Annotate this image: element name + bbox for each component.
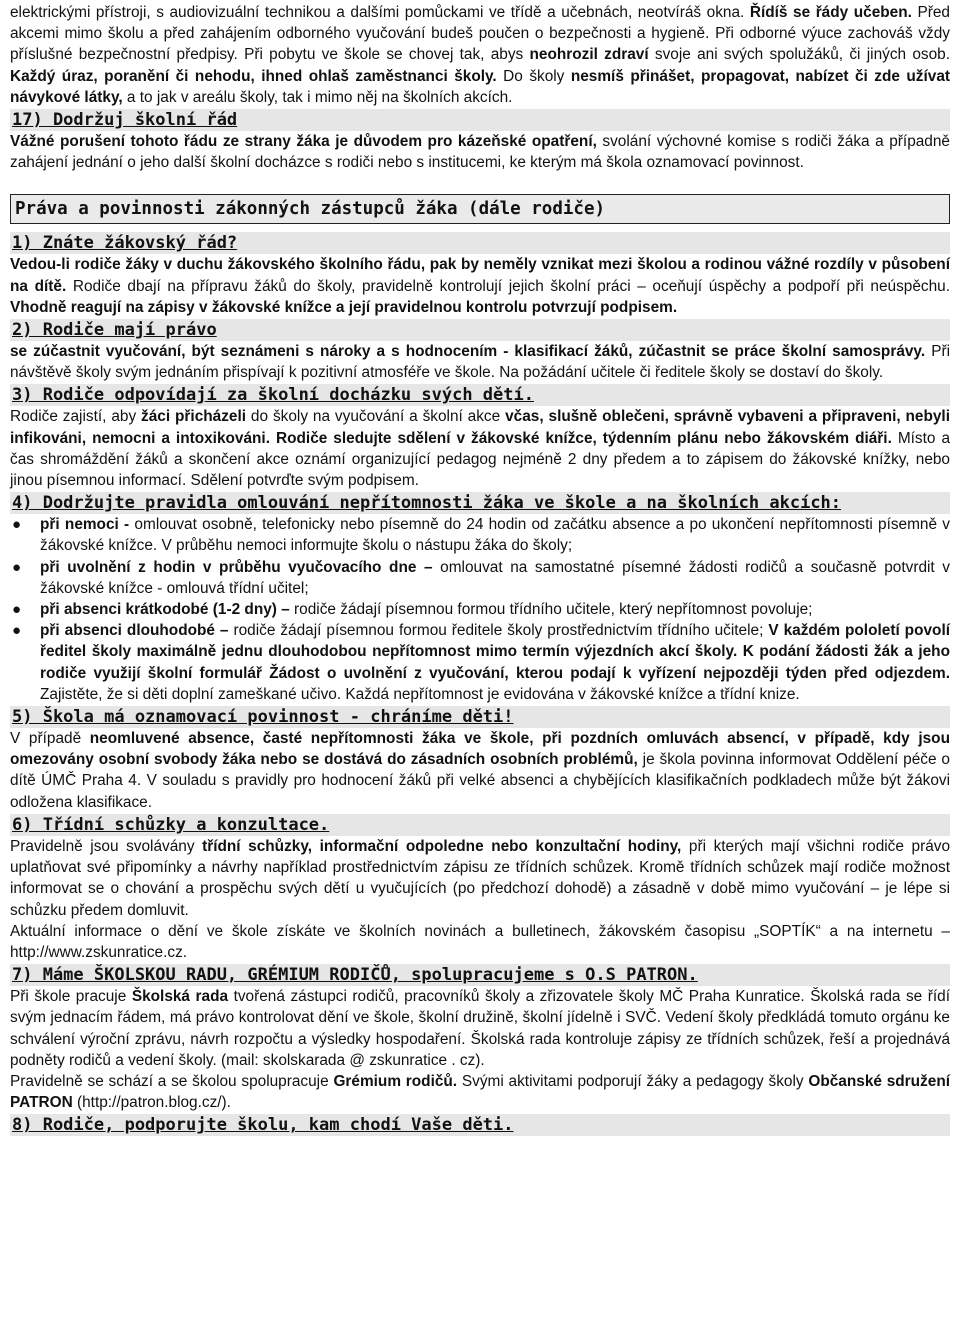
section-17-heading: 17) Dodržuj školní řád [10, 109, 950, 131]
list-item: ● při nemoci - omlouvat osobně, telefonicky nebo písemně do 24 hodin od začátku absence a po ukončení nepřítomnosti písemně v žákovské knížce. V průběhu nemoci informujte školu o nástupu žáka do školy; [12, 516, 950, 555]
intro-paragraph: elektrickými přístroji, s audiovizuální technikou a dalšími pomůckami ve třídě a učebnách, neotvíráš okna. Řídíš se řády učeben. Před akcemi mimo školu a před zahájením odborného vyučování budeš poučen o bezpečnosti a hygieně. Při odborné výuce zachováš vždy příslušné bezpečnostní předpisy. Při pobytu ve škole se chovej tak, abys neohrozil zdraví svoje ani svých spolužáků, či jiných osob. Každý úraz, poranění či nehodu, ihned ohlaš zaměstnanci školy. Do školy nesmíš přinášet, propagovat, nabízet či zde užívat návykové látky, a to jak v areálu školy, tak i mimo něj na školních akcích. [10, 4, 951, 106]
rights-7-text: Při škole pracuje Školská rada tvořená zástupci rodičů, pracovníků školy a zřizovatele školy MČ Praha Kunratice. Školská rada se řídí svým jednacím řádem, má právo kontrolovat dění ve škole, školní družině, školní jídelně i SVČ. Vedení školy předkládá tomuto orgánu ke schválení výroční zprávu, návrh rozpočtu a výsledky hospodaření. Školská rada kontroluje zápisy ze třídních schůzek, řeší a projednává podněty rodičů a vedení školy. (mail: skolskarada @ zskunratice . cz). [10, 988, 951, 1069]
rights-8-heading: 8) Rodiče, podporujte školu, kam chodí Vaše děti. [10, 1114, 950, 1136]
bullet-icon: ● [12, 558, 22, 576]
section-17-text: Vážné porušení tohoto řádu ze strany žáka je důvodem pro kázeňské opatření, svolání výchovné komise s rodiči žáka a případně zahájení jednání o jeho další školní docházce s rodiči nebo s institucemi, ke kterým má škola oznamovací povinnost. [10, 133, 950, 172]
rights-2-heading: 2) Rodiče mají právo [10, 319, 950, 341]
rights-6-text: Pravidelně jsou svolávány třídní schůzky, informační odpoledne nebo konzultační hodiny, při kterých mají všichni rodiče právo uplatňovat své připomínky a návrhy například prostřednictvím zápisu ze třídních schůzek. Kromě třídních schůzek mají rodiče možnost informovat se o chování a prospěchu svých dětí u vyučujících (po předchozí dohodě) a zásadně v době mimo vyučování – je lépe si schůzku předem domluvit. [10, 837, 951, 919]
bullet-icon: ● [12, 601, 22, 619]
bullet-icon: ● [12, 516, 22, 534]
rights-3-heading: 3) Rodiče odpovídají za školní docházku svých dětí. [10, 384, 950, 406]
rights-2-text: se zúčastnit vyučování, být seznámeni s nároky a s hodnocením - klasifikací žáků, zúčastnit se práce školní samosprávy. Při návštěvě školy svým jednáním přispívají k pozitivní atmosféře ve škole. Na požádání učitele či ředitele školy se dostaví do školy. [10, 343, 950, 382]
list-item: ● při uvolnění z hodin v průběhu vyučovacího dne – omlouvat na samostatné písemné žádosti rodičů a současně potvrdit v žákovské knížce - omlouvá třídní učitel; [12, 558, 950, 597]
rights-1-text: Vedou-li rodiče žáky v duchu žákovského školního řádu, pak by neměly vznikat mezi školou a rodinou vážné rozdíly v působení na dítě. Rodiče dbají na přípravu žáků do školy, pravidelně kontrolují jejich školní práci – oceňují úspěchy a podpoří při neúspěchu. Vhodně reagují na zápisy v žákovské knížce a její pravidelnou kontrolu potvrzují podpisem. [10, 256, 950, 316]
rights-4-heading: 4) Dodržujte pravidla omlouvání nepřítomnosti žáka ve škole a na školních akcích: [10, 492, 950, 514]
rights-6-text-2: Aktuální informace o dění ve škole získáte ve školních novinách a bulletinech, žákovském časopisu „SOPTÍK“ a na internetu – http://www.zskunratice.cz. [10, 922, 950, 961]
rights-5-heading: 5) Škola má oznamovací povinnost - chráníme děti! [10, 706, 950, 728]
rights-title: Práva a povinnosti zákonných zástupců žáka (dále rodiče) [10, 194, 950, 224]
bullet-icon: ● [12, 622, 22, 640]
document-page [10, 2, 950, 1136]
rights-5-text: V případě neomluvené absence, časté nepřítomnosti žáka ve škole, při pozdních omluvách absencí, v případě, kdy jsou omezovány osobní svobody žáka nebo se dostává do zásadních osobních problémů, je škola povinna informovat Oddělení péče o dítě ÚMČ Praha 4. V souladu s pravidly pro hodnocení žáků při velké absenci a chybějících klasifikačních podkladech může být žákovi odložena klasifikace. [10, 730, 950, 811]
rights-6-heading: 6) Třídní schůzky a konzultace. [10, 814, 950, 836]
rights-1-heading: 1) Znáte žákovský řád? [10, 232, 950, 254]
list-item: ● při absenci dlouhodobé – rodiče žádají písemnou formou ředitele školy prostřednictvím třídního učitele; V každém pololetí povolí ředitel školy maximálně jednu dlouhodobou nepřítomnost mimo termín výjezdních akcí školy. K podání žádosti žák a jeho rodiče využijí školní formulář Žádost o uvolnění z vyučování, kterou podají k vyřízení nejpozději týden před odjezdem. Zajistěte, že si děti doplní zameškané učivo. Každá nepřítomnost je evidována v žákovské knížce a třídní knize. [12, 622, 950, 703]
rights-7-heading: 7) Máme ŠKOLSKOU RADU, GRÉMIUM RODIČŮ, spolupracujeme s O.S PATRON. [10, 964, 950, 986]
rights-7-text-2: Pravidelně se schází a se školou spolupracuje Grémium rodičů. Svými aktivitami podporují žáky a pedagogy školy Občanské sdružení PATRON (http://patron.blog.cz/). [10, 1072, 951, 1112]
list-item: ● při absenci krátkodobé (1-2 dny) – rodiče žádají písemnou formou třídního učitele, který nepřítomnost povoluje; [10, 599, 950, 620]
rights-3-text: Rodiče zajistí, aby žáci přicházeli do školy na vyučování a školní akce včas, slušně oblečeni, správně vybaveni a připraveni, nebyli infikováni, nemocni a intoxikováni. Rodiče sledujte sdělení v žákovské knížce, týdenním plánu nebo žákovském diáři. Místo a čas shromáždění žáků a skončení akce oznámí organizující pedagog nejméně 2 dny předem a to zápisem do žákovské knížky, nebo jinou písemnou informací. Sdělení potvrďte svým podpisem. [10, 408, 951, 490]
